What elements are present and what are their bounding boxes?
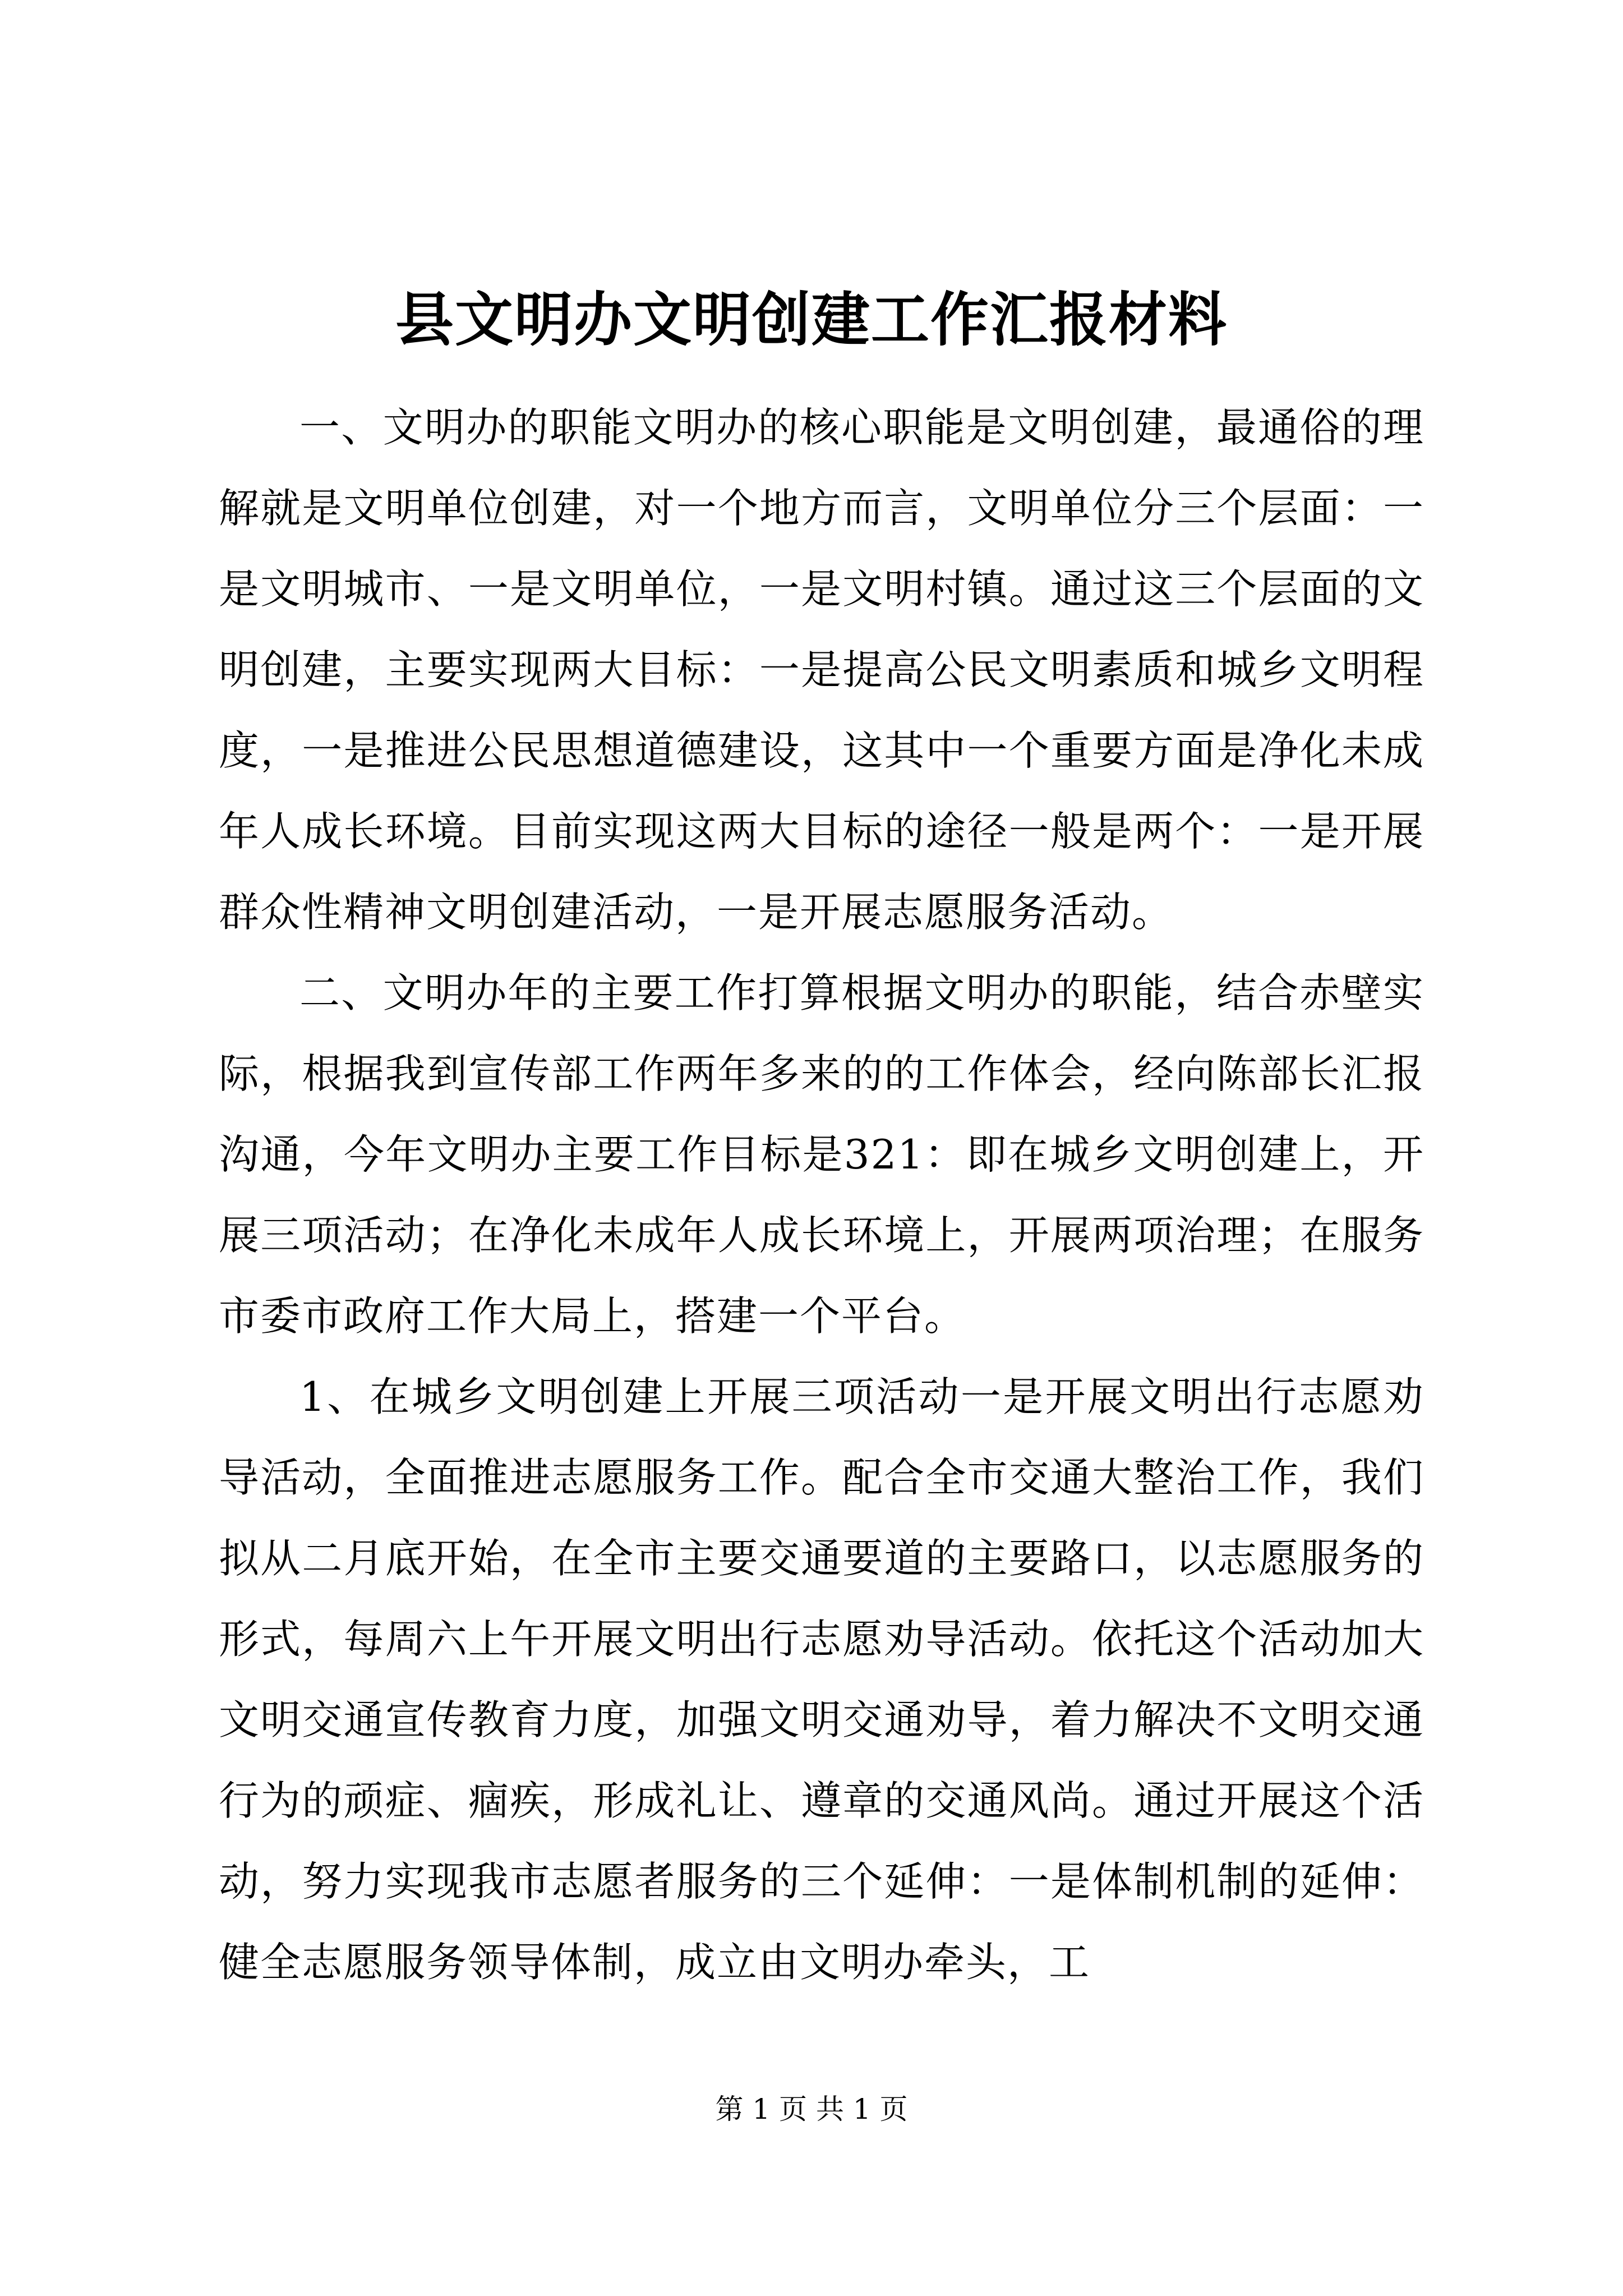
page-footer: 第 1 页 共 1 页 (715, 2093, 908, 2125)
document-body (219, 387, 1424, 2003)
paragraph-2: 二、文明办年的主要工作打算根据文明办的职能，结合赤壁实际，根据我到宣传部工作两年多来的的工作体会，经向陈部长汇报沟通，今年文明办主要工作目标是321：即在城乡文明创建上，开展三项活动；在净化未成年人成长环境上，开展两项治理；在服务市委市政府工作大局上，搭建一个平台。 (219, 969, 1424, 1340)
paragraph-1: 一、文明办的职能文明办的核心职能是文明创建，最通俗的理解就是文明单位创建，对一个地方而言，文明单位分三个层面：一是文明城市、一是文明单位，一是文明村镇。通过这三个层面的文明创建，主要实现两大目标：一是提高公民文明素质和城乡文明程度，一是推进公民思想道德建设，这其中一个重要方面是净化未成年人成长环境。目前实现这两大目标的途径一般是两个：一是开展群众性精神文明创建活动，一是开展志愿服务活动。 (219, 404, 1424, 936)
document-title: 县文明办文明创建工作汇报材料 (395, 285, 1228, 354)
paragraph-3: 1、在城乡文明创建上开展三项活动一是开展文明出行志愿劝导活动，全面推进志愿服务工作。配合全市交通大整治工作，我们拟从二月底开始，在全市主要交通要道的主要路口，以志愿服务的形式，每周六上午开展文明出行志愿劝导活动。依托这个活动加大文明交通宣传教育力度，加强文明交通劝导，着力解决不文明交通行为的顽症、痼疾，形成礼让、遵章的交通风尚。通过开展这个活动，努力实现我市志愿者服务的三个延伸：一是体制机制的延伸：健全志愿服务领导体制，成立由文明办牵头，工 (219, 1373, 1424, 1986)
